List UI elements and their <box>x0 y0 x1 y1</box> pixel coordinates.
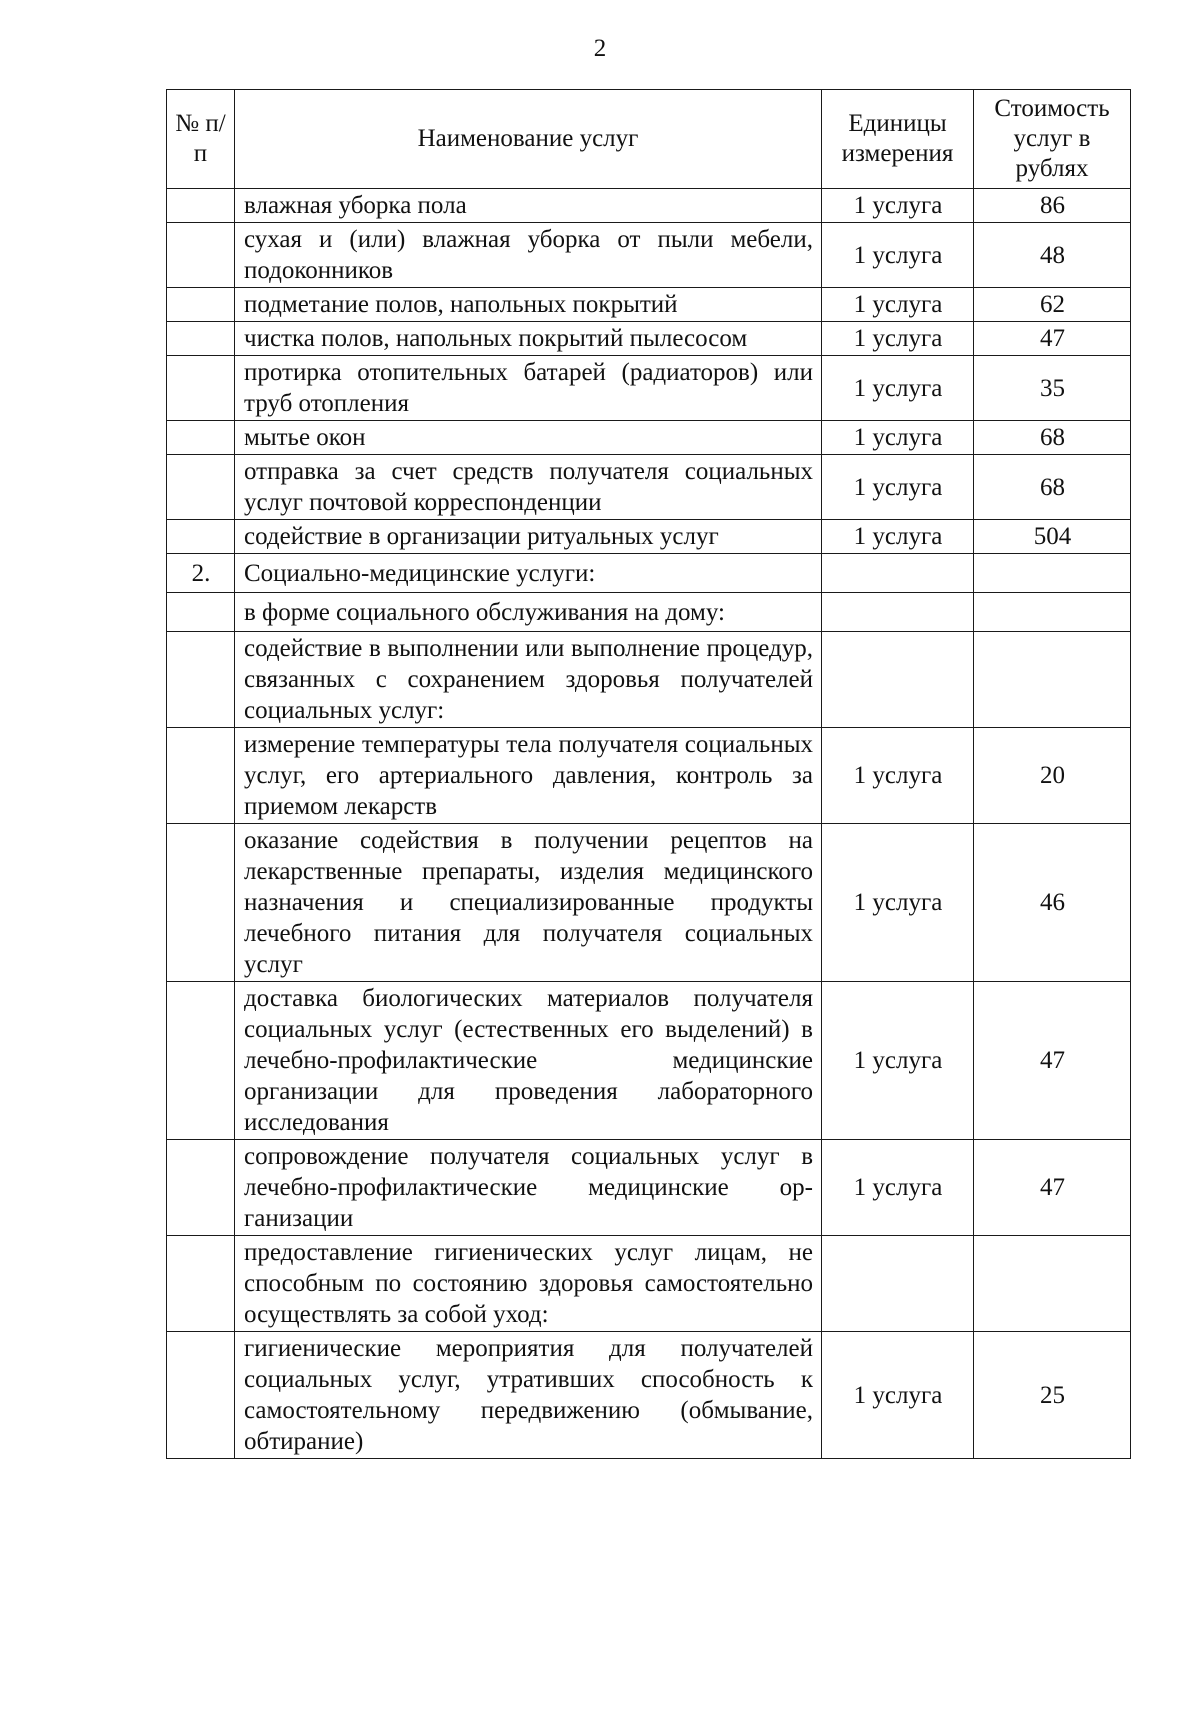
service-unit: 1 услуга <box>822 223 974 288</box>
service-unit: 1 услуга <box>822 322 974 356</box>
service-name: измерение температуры тела получателя социальных услуг, его артериального давления, контроль за приемом лекарств <box>235 728 822 824</box>
header-number: № п/п <box>167 90 235 189</box>
row-number <box>167 824 235 982</box>
subsection-row <box>167 1236 1131 1332</box>
table-row <box>167 455 1131 520</box>
service-cost: 504 <box>974 520 1131 554</box>
table-row <box>167 1332 1131 1459</box>
service-cost <box>974 593 1131 632</box>
table-row <box>167 189 1131 223</box>
service-name: отправка за счет средств получателя социальных услуг почтовой корреспонденции <box>235 455 822 520</box>
service-name: влажная уборка пола <box>235 189 822 223</box>
table-row <box>167 728 1131 824</box>
service-unit: 1 услуга <box>822 728 974 824</box>
service-name: сопровождение получателя социальных услуг в лечебно-профилактические медицинские организации <box>235 1140 822 1236</box>
service-unit: 1 услуга <box>822 189 974 223</box>
row-number <box>167 1140 235 1236</box>
service-cost: 35 <box>974 356 1131 421</box>
header-unit: Единицы измерения <box>822 90 974 189</box>
service-unit: 1 услуга <box>822 288 974 322</box>
service-cost <box>974 554 1131 593</box>
table-row <box>167 356 1131 421</box>
service-unit: 1 услуга <box>822 421 974 455</box>
subsection-title: в форме социального обслуживания на дому: <box>235 593 822 632</box>
row-number <box>167 421 235 455</box>
service-cost <box>974 632 1131 728</box>
header-cost: Стоимость услуг в рублях <box>974 90 1131 189</box>
service-name: оказание содействия в получении рецептов на лекарственные препараты, изделия медицинского назначения и специализированные продукты лечебного питания для получателя социальных услуг <box>235 824 822 982</box>
service-unit: 1 услуга <box>822 455 974 520</box>
service-cost: 62 <box>974 288 1131 322</box>
row-number <box>167 632 235 728</box>
row-number <box>167 356 235 421</box>
service-unit <box>822 632 974 728</box>
row-number <box>167 322 235 356</box>
row-number <box>167 593 235 632</box>
service-name: сухая и (или) влажная уборка от пыли мебели, подоконников <box>235 223 822 288</box>
service-name: подметание полов, напольных покрытий <box>235 288 822 322</box>
row-number <box>167 189 235 223</box>
table-row <box>167 520 1131 554</box>
service-name: гигиенические мероприятия для получателей социальных услуг, утративших способность к самостоятельному передвижению (обмывание, обтирание) <box>235 1332 822 1459</box>
row-number <box>167 288 235 322</box>
page-number: 2 <box>593 35 607 62</box>
table-row <box>167 322 1131 356</box>
row-number <box>167 455 235 520</box>
row-number <box>167 520 235 554</box>
service-unit: 1 услуга <box>822 824 974 982</box>
table-row <box>167 824 1131 982</box>
table-row <box>167 421 1131 455</box>
row-number: 2. <box>167 554 235 593</box>
table-header-row <box>167 90 1131 189</box>
service-name: чистка полов, напольных покрытий пылесосом <box>235 322 822 356</box>
subsection-title: предоставление гигиенических услуг лицам, не способным по состоянию здоровья самостоятельно осуществлять за собой уход: <box>235 1236 822 1332</box>
services-price-table <box>166 89 1131 1459</box>
service-cost: 47 <box>974 1140 1131 1236</box>
row-number <box>167 223 235 288</box>
service-unit <box>822 1236 974 1332</box>
subsection-title: содействие в выполнении или выполнение процедур, связанных с сохранением здоровья получателей социальных услуг: <box>235 632 822 728</box>
row-number <box>167 1236 235 1332</box>
service-cost <box>974 1236 1131 1332</box>
table-row <box>167 223 1131 288</box>
service-name: содействие в организации ритуальных услуг <box>235 520 822 554</box>
header-service-name: Наименование услуг <box>235 90 822 189</box>
service-cost: 47 <box>974 322 1131 356</box>
service-cost: 68 <box>974 455 1131 520</box>
subsection-row <box>167 593 1131 632</box>
subsection-row <box>167 632 1131 728</box>
service-cost: 68 <box>974 421 1131 455</box>
service-cost: 20 <box>974 728 1131 824</box>
row-number <box>167 982 235 1140</box>
service-unit <box>822 554 974 593</box>
service-cost: 46 <box>974 824 1131 982</box>
section-row <box>167 554 1131 593</box>
service-unit: 1 услуга <box>822 520 974 554</box>
table-row <box>167 1140 1131 1236</box>
section-title: Социально-медицинские услуги: <box>235 554 822 593</box>
service-name: доставка биологических материалов получателя социальных услуг (естественных его выделений) в лечебно-профилактические медицинские организации для проведения лабораторного исследования <box>235 982 822 1140</box>
service-cost: 86 <box>974 189 1131 223</box>
service-cost: 48 <box>974 223 1131 288</box>
service-name: протирка отопительных батарей (радиаторов) или труб отопления <box>235 356 822 421</box>
service-unit <box>822 593 974 632</box>
service-unit: 1 услуга <box>822 356 974 421</box>
table-row <box>167 288 1131 322</box>
service-name: мытье окон <box>235 421 822 455</box>
service-cost: 25 <box>974 1332 1131 1459</box>
row-number <box>167 728 235 824</box>
service-unit: 1 услуга <box>822 1332 974 1459</box>
service-cost: 47 <box>974 982 1131 1140</box>
service-unit: 1 услуга <box>822 1140 974 1236</box>
row-number <box>167 1332 235 1459</box>
table-row <box>167 982 1131 1140</box>
service-unit: 1 услуга <box>822 982 974 1140</box>
